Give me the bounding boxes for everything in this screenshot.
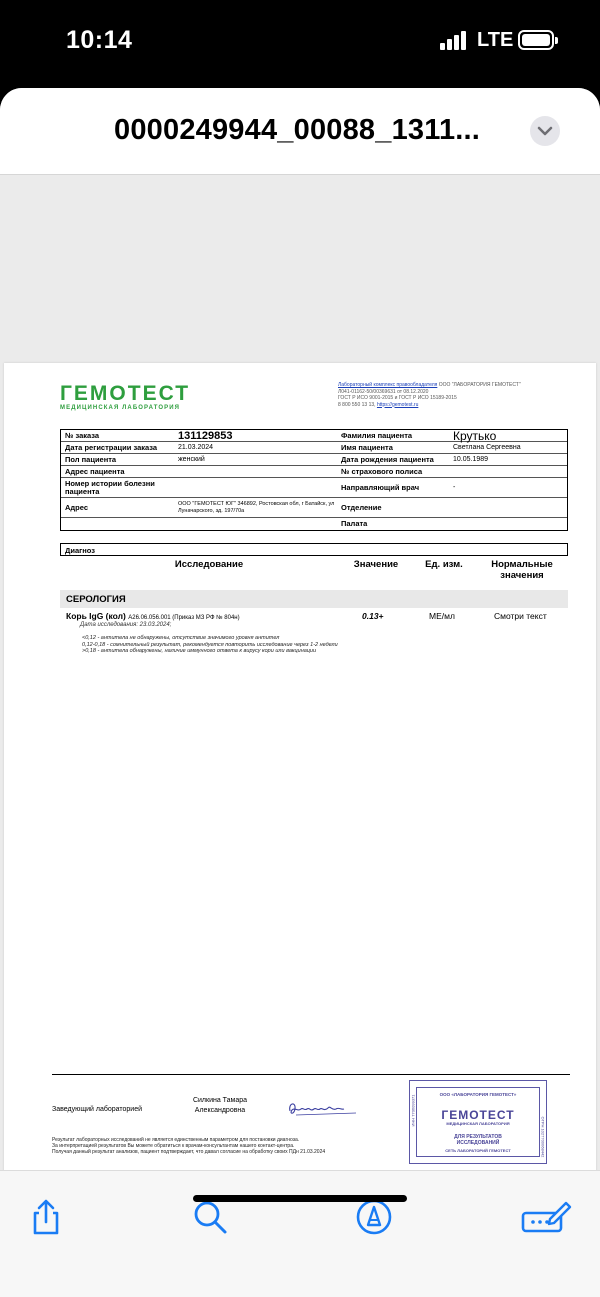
column-header-norm: Нормальные значения — [491, 559, 553, 581]
options-button[interactable] — [530, 116, 560, 146]
table-row: Номер истории болезни пациента Направляющий врач - — [61, 478, 567, 498]
test-date: Дата исследования: 23.03.2024; — [80, 622, 172, 628]
table-row: Адрес пациента № страхового полиса — [61, 466, 567, 478]
test-name: Корь IgG (кол) A26.06.056.001 (Приказ МЗ РФ № 804н) — [66, 611, 240, 621]
gemotest-logo: ГЕМОТЕСТ МЕДИЦИНСКАЯ ЛАБОРАТОРИЯ — [60, 382, 191, 411]
markup-button[interactable] — [354, 1197, 394, 1237]
document-title: 0000249944_00088_1311... — [114, 114, 481, 146]
doctor-name: Силкина Тамара Александровна — [192, 1097, 248, 1114]
disclaimer: Результат лабораторных исследований не является единственным параметром для постановки диагноза. За интерпретацией результатов Вы можете обратиться к врачам-консультантам нашего контакт-центра. Получая данный результат анализов, пациент подтверждает, что давал согласие на обработку своих ПДн 21.03.2024 — [52, 1137, 326, 1155]
head-role: Заведующий лабораторией — [52, 1106, 142, 1113]
column-header-value: Значение — [353, 559, 399, 570]
signature — [286, 1097, 358, 1124]
status-bar — [0, 0, 600, 80]
search-icon — [190, 1197, 230, 1237]
home-indicator[interactable] — [193, 1195, 407, 1202]
search-button[interactable] — [190, 1197, 230, 1237]
column-header-unit: Ед. изм. — [425, 559, 463, 570]
table-row: Дата регистрации заказа 21.03.2024 Имя пациента Светлана Сергеевна — [61, 442, 567, 454]
battery-icon — [518, 30, 554, 50]
document-sheet — [0, 88, 600, 1297]
pdf-page — [4, 363, 596, 1198]
test-value: 0.13+ — [362, 611, 384, 621]
site-link[interactable]: https://gemotest.ru — [376, 401, 419, 408]
test-norm: Смотри текст — [494, 611, 547, 621]
bottom-toolbar — [0, 1170, 600, 1297]
lab-link[interactable]: Лабораторный комплекс правообладателя — [338, 382, 438, 388]
sign-button[interactable] — [520, 1197, 572, 1237]
network-label: LTE — [477, 29, 514, 51]
test-reference-note: <0,12 - антитела не обнаружены, отсутствие значимого уровня антител 0,12-0,18 - сомнительный результат, рекомендуется повторить исследование через 1-2 недели >0,18 - антитела обнаружены, наличие иммунного ответа к вирусу кори или вакцинации — [82, 635, 338, 654]
column-header-study: Исследование — [174, 559, 244, 570]
table-row: Пол пациента женский Дата рождения пациента 10.05.1989 — [61, 454, 567, 466]
sheet-header — [0, 88, 600, 175]
sign-icon — [520, 1197, 572, 1237]
table-row: Палата — [341, 519, 368, 528]
order-number: 131129853 — [178, 429, 233, 442]
lab-stamp: ООО «ЛАБОРАТОРИЯ ГЕМОТЕСТ» ГЕМОТЕСТ МЕДИЦИНСКАЯ ЛАБОРАТОРИЯ ДЛЯ РЕЗУЛЬТАТОВ ИССЛЕДОВАНИЙ СЕТЬ ЛАБОРАТОРИЙ ГЕМОТЕСТ ИНН 7706099371 ОГРН 1027700068442 — [409, 1080, 547, 1164]
patient-table — [60, 429, 568, 531]
divider — [52, 1074, 570, 1075]
section-header: СЕРОЛОГИЯ — [60, 590, 568, 608]
chevron-down-icon — [537, 125, 553, 137]
table-row: Адрес ООО "ГЕМОТЕСТ ЮГ" 346892, Ростовская обл, г Батайск, ул Луначарского, зд. 197/70а Отделение — [61, 498, 567, 518]
signal-icon — [440, 30, 470, 50]
table-row: № заказа 131129853 Фамилия пациента Крутько — [61, 430, 567, 442]
document-viewer[interactable] — [0, 175, 600, 1170]
lab-info: Лабораторный комплекс правообладателя ООО "ЛАБОРАТОРИЯ ГЕМОТЕСТ" Л041-01162-50/00369631 от 08.12.2020 ГОСТ Р ИСО 9001-2015 и ГОСТ Р ИСО 15189-2015 8 800 550 13 13, https://gemotest.ru — [338, 382, 521, 408]
share-icon — [26, 1197, 66, 1237]
status-time: 10:14 — [66, 26, 133, 54]
diagnosis-row: Диагноз — [60, 543, 568, 556]
test-unit: МЕ/мл — [429, 611, 455, 621]
markup-icon — [354, 1197, 394, 1237]
share-button[interactable] — [26, 1197, 66, 1237]
patient-surname: Крутько — [453, 428, 497, 443]
